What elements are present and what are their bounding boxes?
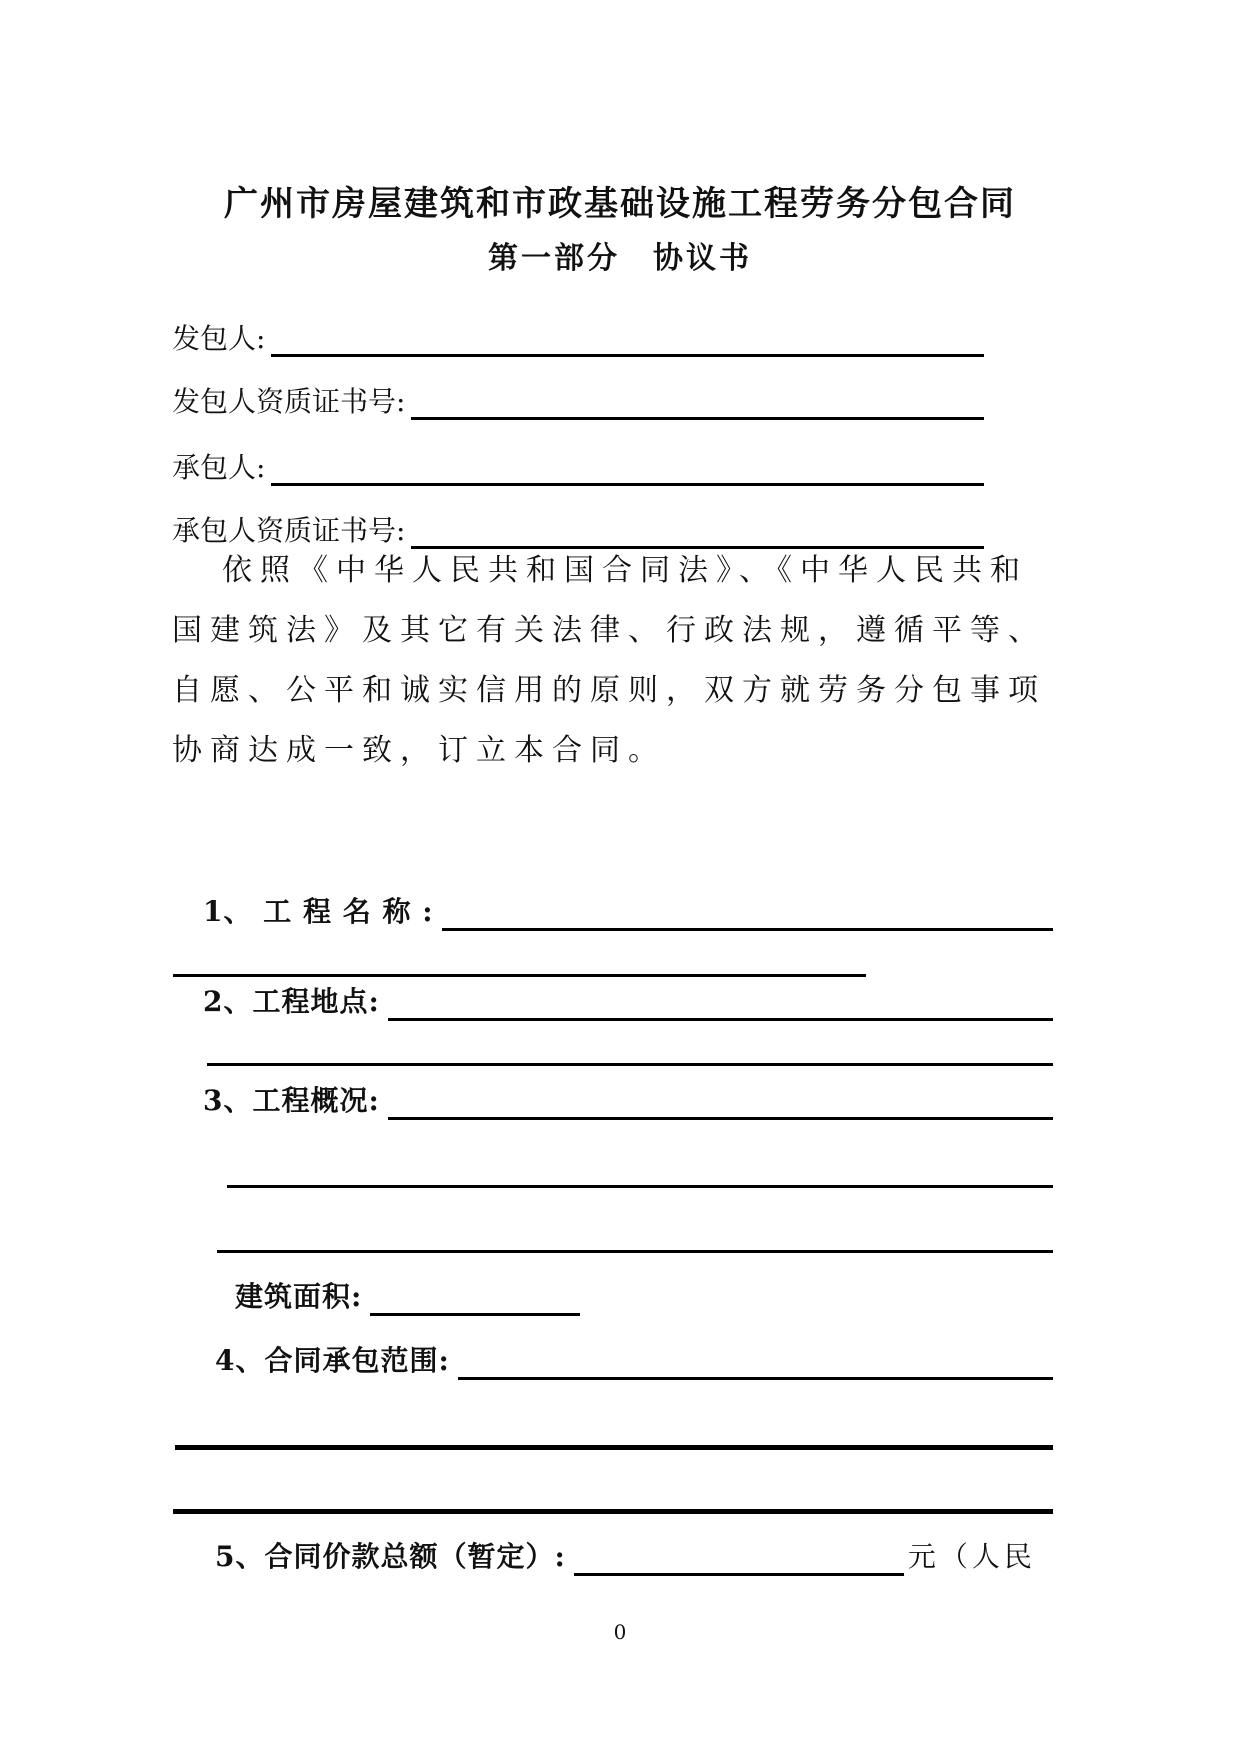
project-name-row xyxy=(203,888,1053,936)
contract-price-blank-line xyxy=(574,1572,904,1576)
project-location-row xyxy=(203,978,1053,1026)
preamble-line: 依照《中华人民共和国合同法》、《中华人民共和 xyxy=(222,553,1028,588)
preamble-line: 国建筑法》及其它有关法律、行政法规，遵循平等、 xyxy=(172,613,1046,648)
contract-scope-blank-line xyxy=(458,1376,1053,1380)
contract-subtitle: 第一部分 协议书 xyxy=(488,241,752,276)
project-overview-label: 3、工程概况: xyxy=(203,1084,380,1117)
project-overview-row xyxy=(203,1077,1053,1125)
employer-row xyxy=(172,316,984,362)
contractor-cert-blank-line xyxy=(411,545,984,549)
contractor-blank-line xyxy=(271,482,984,486)
employer-blank-line xyxy=(271,353,984,357)
project-overview-blank-line xyxy=(388,1116,1053,1120)
building-area-blank-line xyxy=(370,1312,580,1316)
project-name-blank-line xyxy=(442,927,1053,931)
building-area-row xyxy=(235,1273,1053,1321)
contract-scope-continuation-line xyxy=(175,1445,1053,1450)
project-location-blank-line xyxy=(388,1017,1053,1021)
project-name-label: 1、 工 程 名 称 : xyxy=(203,895,434,928)
preamble-line: 自愿、公平和诚实信用的原则，双方就劳务分包事项 xyxy=(172,673,1046,708)
contract-price-suffix: 元（人民 xyxy=(907,1540,1036,1573)
project-location-continuation-line xyxy=(207,1063,1053,1066)
contract-price-row xyxy=(215,1533,1036,1581)
contractor-label: 承包人: xyxy=(172,451,266,484)
contractor-cert-row xyxy=(172,508,984,554)
contractor-cert-label: 承包人资质证书号: xyxy=(172,514,406,547)
contractor-row xyxy=(172,445,984,491)
contract-scope-label: 4、合同承包范围: xyxy=(215,1344,450,1377)
contract-scope-row xyxy=(215,1337,1053,1385)
building-area-label: 建筑面积: xyxy=(235,1280,363,1313)
employer-cert-label: 发包人资质证书号: xyxy=(172,385,406,418)
project-overview-continuation-line xyxy=(217,1250,1053,1253)
project-name-continuation-line xyxy=(173,974,866,977)
contract-price-label: 5、合同价款总额（暂定）: xyxy=(215,1540,566,1573)
page-number: 0 xyxy=(613,1620,627,1644)
preamble-line: 协商达成一致，订立本合同。 xyxy=(172,733,666,768)
contract-title: 广州市房屋建筑和市政基础设施工程劳务分包合同 xyxy=(224,184,1016,224)
employer-cert-row xyxy=(172,379,984,425)
employer-label: 发包人: xyxy=(172,322,266,355)
employer-cert-blank-line xyxy=(411,416,984,420)
project-location-label: 2、工程地点: xyxy=(203,985,380,1018)
project-overview-continuation-line xyxy=(227,1185,1053,1188)
contract-scope-continuation-line xyxy=(173,1509,1053,1514)
